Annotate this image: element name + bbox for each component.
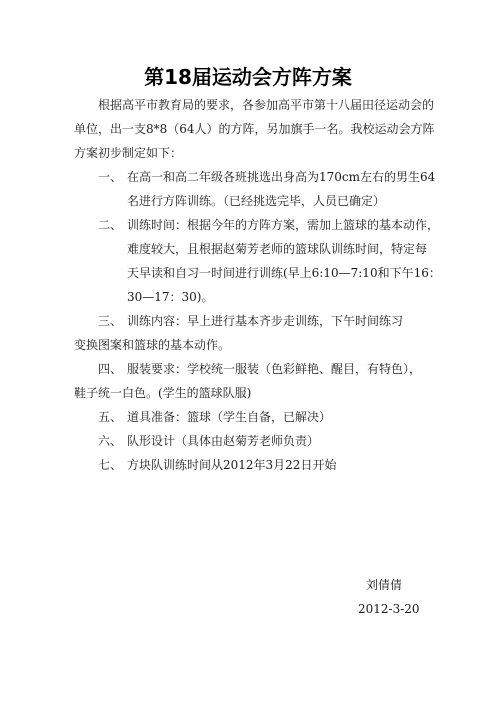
item-3-line-1: 训练内容：早上进行基本齐步走训练，下午时间练习 xyxy=(127,314,404,328)
item-4-number: 四、 xyxy=(98,362,123,376)
document-title: 第18届运动会方阵方案 xyxy=(144,65,352,89)
item-4-line-2: 鞋子统一白色。(学生的篮球队服) xyxy=(74,386,252,400)
signature-name: 刘倩倩 xyxy=(366,578,403,592)
item-6-line-1: 队形设计（具体由赵菊芳老师负责） xyxy=(127,434,320,448)
item-7-line-1: 方块队训练时间从2012年3月22日开始 xyxy=(127,458,337,472)
item-3-number: 三、 xyxy=(98,314,123,328)
item-2-number: 二、 xyxy=(98,218,123,232)
item-7-number: 七、 xyxy=(98,458,123,472)
item-1-number: 一、 xyxy=(98,170,123,184)
item-2-line-4: 30—17：30)。 xyxy=(127,290,214,304)
item-2-line-1: 训练时间：根据今年的方阵方案，需加上篮球的基本动作， xyxy=(127,218,440,232)
item-1-line-1: 在高一和高二年级各班挑选出身高为170cm左右的男生64 xyxy=(127,170,436,184)
item-1-line-2: 名进行方阵训练。（已经挑选完毕，人员已确定） xyxy=(127,194,386,208)
item-2-line-2: 难度较大，且根据赵菊芳老师的篮球队训练时间，特定每 xyxy=(127,242,428,256)
item-4-line-1: 服装要求：学校统一服装（色彩鲜艳、醒目，有特色）， xyxy=(127,362,422,376)
intro-line-1: 根据高平市教育局的要求，各参加高平市第十八届田径运动会的 xyxy=(98,98,435,112)
item-2-line-3: 天早读和自习一时间进行训练(早上6:10—7:10和下午16： xyxy=(127,266,441,280)
signature-date: 2012-3-20 xyxy=(358,602,420,616)
item-5-line-1: 道具准备：篮球（学生自备，已解决） xyxy=(127,410,332,424)
intro-line-2: 单位，出一支8*8（64人）的方阵，另加旗手一名。我校运动会方阵 xyxy=(74,122,435,136)
item-5-number: 五、 xyxy=(98,410,123,424)
item-6-number: 六、 xyxy=(98,434,123,448)
item-3-line-2: 变换图案和篮球的基本动作。 xyxy=(74,338,231,352)
intro-line-3: 方案初步制定如下： xyxy=(74,146,183,160)
